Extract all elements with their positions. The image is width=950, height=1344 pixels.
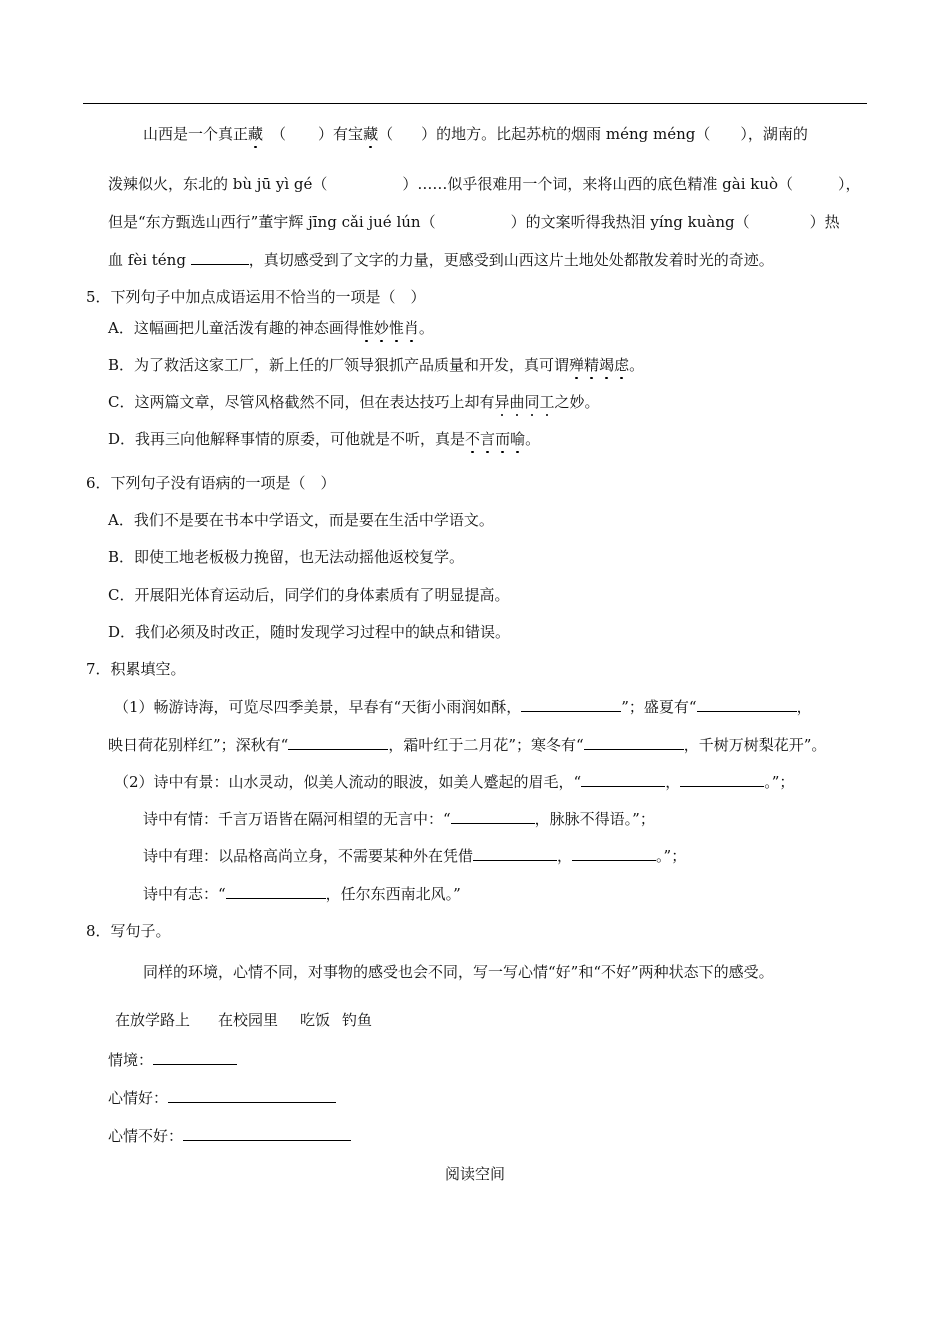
answer-blank[interactable] bbox=[680, 772, 764, 787]
answer-blank[interactable] bbox=[572, 846, 656, 861]
passage-line-1: 山西是一个真正藏 （ ）有宝藏（ ）的地方。比起苏杭的烟雨 méng méng（ ），湖南的 bbox=[143, 125, 808, 143]
answer-blank[interactable] bbox=[584, 735, 684, 750]
passage-line-2: 泼辣似火，东北的 bù jū yì gé（ ）……似乎很难用一个词，来将山西的底色精准 gài kuò（ ）， bbox=[108, 175, 861, 193]
header-rule bbox=[83, 103, 867, 104]
emphasis-char: 藏 bbox=[363, 125, 379, 143]
option-text: 在放学路上 bbox=[115, 1011, 191, 1029]
passage-line-3: 但是“东方甄选山西行”董宇辉 jīng cǎi jué lún（ ）的文案听得我热泪 yíng kuàng（ ）热 bbox=[108, 213, 840, 231]
situation-blank[interactable] bbox=[153, 1050, 237, 1065]
answer-blank[interactable] bbox=[191, 250, 249, 265]
section-title: 阅读空间 bbox=[444, 1165, 505, 1183]
q7-part2-line2: 诗中有情：千言万语皆在隔河相望的无言中：“ ，脉脉不得语。”； bbox=[143, 810, 655, 828]
q5-stem: 5．下列句子中加点成语运用不恰当的一项是（ ） bbox=[86, 288, 426, 306]
answer-blank[interactable] bbox=[521, 697, 621, 712]
q5-option-c[interactable]: C．这两篇文章，尽管风格截然不同，但在表达技巧上却有异曲同工之妙。 bbox=[108, 393, 600, 411]
q6-option-b[interactable]: B．即使工地老板极力挽留，也无法动摇他返校复学。 bbox=[108, 548, 465, 566]
q7-part2-line1: （2）诗中有景：山水灵动，似美人流动的眼波，如美人蹙起的眉毛，“ ， 。”； bbox=[114, 773, 795, 791]
q8-bad-mood: 心情不好： bbox=[108, 1126, 351, 1146]
passage-line-4: 血 fèi téng ，真切感受到了文字的力量，更感受到山西这片土地处处都散发着时光的奇迹。 bbox=[108, 251, 774, 269]
q5-option-d[interactable]: D．我再三向他解释事情的原委，可他就是不听，真是不言而喻。 bbox=[108, 430, 541, 448]
option-text: 在校园里 bbox=[218, 1011, 279, 1029]
bad-mood-blank[interactable] bbox=[183, 1126, 351, 1141]
answer-blank[interactable] bbox=[697, 697, 797, 712]
emphasis-char: 藏 bbox=[248, 125, 264, 143]
answer-blank[interactable] bbox=[288, 735, 388, 750]
q7-stem: 7．积累填空。 bbox=[86, 660, 186, 678]
answer-blank[interactable] bbox=[226, 884, 326, 899]
q8-options bbox=[115, 1010, 372, 1030]
q6-option-a[interactable]: A．我们不是要在书本中学语文，而是要在生活中学语文。 bbox=[108, 511, 494, 529]
q8-good-mood: 心情好： bbox=[108, 1088, 336, 1108]
q7-part2-line4: 诗中有志：“ ，任尔东西南北风。” bbox=[143, 885, 461, 903]
q6-option-d[interactable]: D．我们必须及时改正，随时发现学习过程中的缺点和错误。 bbox=[108, 623, 511, 641]
option-text: 钓鱼 bbox=[342, 1011, 373, 1029]
answer-blank[interactable] bbox=[581, 772, 665, 787]
q6-stem: 6．下列句子没有语病的一项是（ ） bbox=[86, 474, 336, 492]
good-mood-blank[interactable] bbox=[168, 1088, 336, 1103]
q7-part2-line3: 诗中有理：以品格高尚立身，不需要某种外在凭借 ， 。”； bbox=[143, 847, 687, 865]
q7-part1-line1: （1）畅游诗海，可览尽四季美景，早春有“天街小雨润如酥， ”；盛夏有“ ， bbox=[114, 698, 812, 716]
q8-stem: 8．写句子。 bbox=[86, 922, 171, 940]
q7-part1-line2: 映日荷花别样红”；深秋有“ ，霜叶红于二月花”；寒冬有“ ，千树万树梨花开”。 bbox=[108, 736, 827, 754]
answer-blank[interactable] bbox=[473, 846, 557, 861]
q8-situation: 情境： bbox=[108, 1050, 237, 1070]
q8-intro: 同样的环境，心情不同，对事物的感受也会不同，写一写心情“好”和“不好”两种状态下的感受。 bbox=[143, 963, 774, 981]
option-text: 吃饭 bbox=[300, 1011, 331, 1029]
answer-blank[interactable] bbox=[451, 809, 535, 824]
q5-option-a[interactable]: A．这幅画把儿童活泼有趣的神态画得惟妙惟肖。 bbox=[108, 319, 434, 337]
q6-option-c[interactable]: C．开展阳光体育运动后，同学们的身体素质有了明显提高。 bbox=[108, 586, 510, 604]
q5-option-b[interactable]: B．为了救活这家工厂，新上任的厂领导狠抓产品质量和开发，真可谓殚精竭虑。 bbox=[108, 356, 645, 374]
